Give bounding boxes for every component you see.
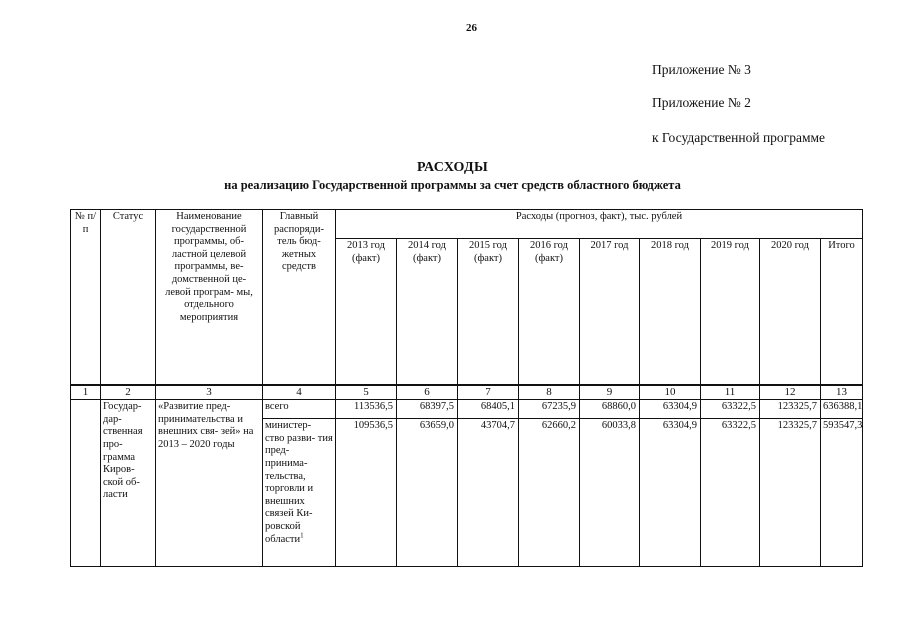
header-year: 2016 год (факт) [519,239,580,386]
value-cell: 636388,1 [821,400,863,419]
header-year: 2019 год [701,239,760,386]
index-cell: 13 [821,385,863,400]
index-cell: 2 [101,385,156,400]
header-year: 2020 год [760,239,821,386]
expenses-table [70,209,863,567]
status-cell: Государ- дар- ственная про- грамма Киров- ской об- ласти [101,400,156,567]
header-year: 2013 год (факт) [336,239,397,386]
header-no: № п/п [71,210,101,386]
header-expenses: Расходы (прогноз, факт), тыс. рублей [336,210,863,239]
header-year: 2014 год (факт) [397,239,458,386]
appendix-line-1: Приложение № 3 [652,62,751,77]
value-cell: 68860,0 [580,400,640,419]
index-cell: 1 [71,385,101,400]
value-cell: 63322,5 [701,400,760,419]
program-name-cell: «Развитие пред- принимательства и внешних свя- зей» на 2013 – 2020 годы [156,400,263,567]
header-status: Статус [101,210,156,386]
index-cell: 8 [519,385,580,400]
value-cell: 63304,9 [640,419,701,567]
index-cell: 12 [760,385,821,400]
manager-cell [263,419,336,567]
value-cell: 113536,5 [336,400,397,419]
index-cell: 3 [156,385,263,400]
value-cell: 60033,8 [580,419,640,567]
index-cell: 4 [263,385,336,400]
index-cell: 9 [580,385,640,400]
header-manager: Главный распоряди- тель бюд- жетных средств [263,210,336,386]
value-cell: 43704,7 [458,419,519,567]
value-cell: 68397,5 [397,400,458,419]
footnote-marker: 1 [300,531,304,540]
header-name: Наименование государственной программы, об- ластной целевой программы, ве- домственной це- левой програм- мы, отдельного мероприятия [156,210,263,386]
appendix-line-2: Приложение № 2 [652,95,751,110]
value-cell: 63322,5 [701,419,760,567]
index-cell: 7 [458,385,519,400]
row-number-cell [71,400,101,567]
document-subtitle: на реализацию Государственной программы за счет средств областного бюджета [224,178,681,192]
manager-name: министер- ство разви- тия пред- принима- тельства, торговли и внешних связей Ки- ровской области [265,420,333,545]
header-year: 2015 год (факт) [458,239,519,386]
value-cell: 593547,3 [821,419,863,567]
index-cell: 6 [397,385,458,400]
index-cell: 11 [701,385,760,400]
table-row [71,400,863,419]
value-cell: 63304,9 [640,400,701,419]
header-year: 2017 год [580,239,640,386]
value-cell: 62660,2 [519,419,580,567]
appendix-line-3: к Государственной программе [652,130,826,145]
page-number: 26 [466,22,477,34]
document-title: РАСХОДЫ [417,160,488,175]
header-total: Итого [821,239,863,386]
manager-cell: всего [263,400,336,419]
value-cell: 123325,7 [760,400,821,419]
header-year: 2018 год [640,239,701,386]
value-cell: 68405,1 [458,400,519,419]
value-cell: 67235,9 [519,400,580,419]
value-cell: 109536,5 [336,419,397,567]
value-cell: 63659,0 [397,419,458,567]
index-cell: 5 [336,385,397,400]
value-cell: 123325,7 [760,419,821,567]
index-cell: 10 [640,385,701,400]
